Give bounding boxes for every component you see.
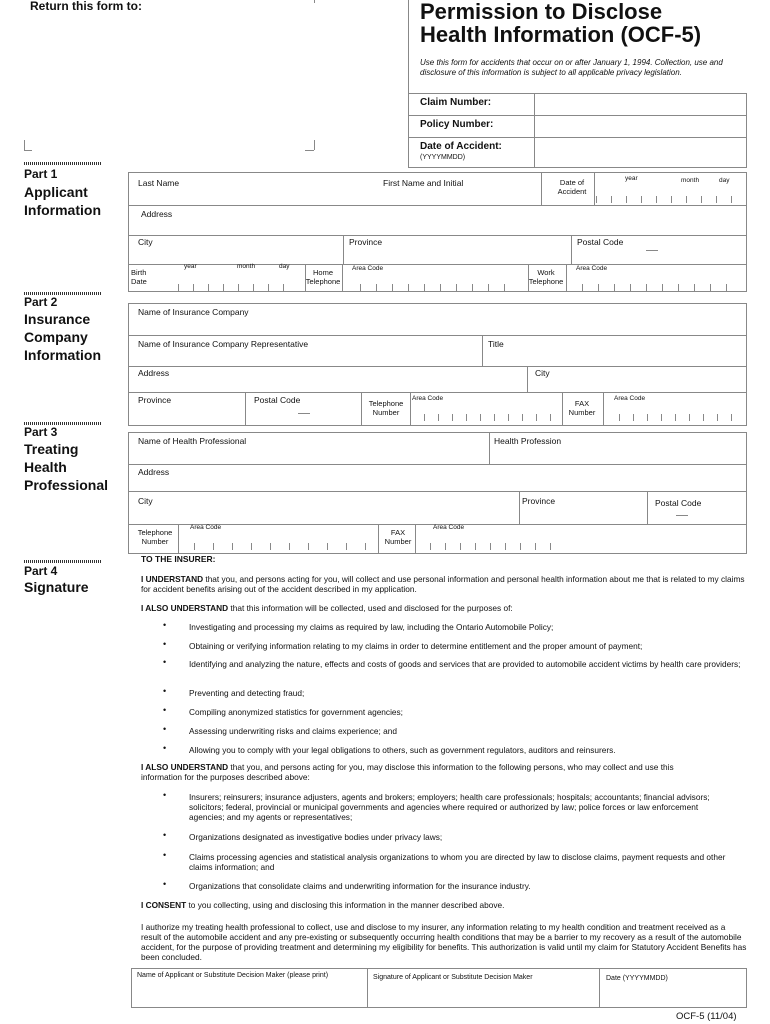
consent-text: to you collecting, using and disclosing this information in the manner described above. — [186, 900, 505, 910]
corner-mark — [305, 150, 314, 151]
consent-bold: I CONSENT — [141, 900, 187, 910]
insurance-fax-area-code-label: Area Code — [614, 395, 646, 402]
policy-number-field[interactable] — [536, 116, 746, 136]
part1-title-line2: Information — [24, 202, 101, 218]
insurance-postal-code-field[interactable] — [246, 405, 358, 423]
understand-paragraph — [141, 574, 747, 594]
person-item: Insurers; reinsurers; insurance adjusters, agents and brokers; employers; health care professionals; hospitals; accountants; financial advisors; solicitors; federal, provincial or municipal governments and agencies where required or authorized by law; police forces or law enforcement agencies; and my agents or representatives; — [189, 792, 710, 822]
applicant-date-of-accident-label: Date of Accident — [557, 178, 587, 196]
signature-date-field[interactable] — [601, 985, 745, 1006]
claim-number-field[interactable] — [536, 95, 746, 115]
bullet: • — [163, 639, 167, 649]
birth-date-field[interactable] — [160, 272, 300, 290]
corner-mark — [24, 140, 25, 150]
rep-title-label: Title — [488, 339, 504, 349]
province-field[interactable] — [345, 247, 565, 261]
insurance-area-code-label: Area Code — [412, 395, 444, 402]
hp-fax-area-code-label: Area Code — [433, 524, 465, 531]
date-format-hint: (YYYYMMDD) — [420, 154, 466, 161]
last-name-label: Last Name — [138, 178, 180, 188]
purpose-item: Preventing and detecting fraud; — [189, 688, 305, 698]
hp-fax-label: FAX Number — [384, 528, 412, 546]
insurance-company-label: Name of Insurance Company — [138, 307, 249, 317]
purpose-item: Assessing underwriting risks and claims experience; and — [189, 726, 397, 736]
person-item: Organizations designated as investigative bodies under privacy laws; — [189, 832, 443, 842]
day-label: day — [719, 177, 730, 184]
date-of-accident-label: Date of Accident: — [420, 141, 502, 152]
part2-title-line3: Information — [24, 347, 101, 363]
insurance-fax-label: FAX Number — [568, 399, 596, 417]
part3-title-line1: Treating — [24, 441, 79, 457]
return-form-label: Return this form to: — [30, 0, 142, 13]
date-of-accident-field[interactable] — [536, 138, 746, 166]
insurance-telephone-field[interactable] — [410, 404, 560, 423]
also-understand-disclose-paragraph — [141, 762, 701, 782]
purpose-item: Obtaining or verifying information relating to my claims in order to determine entitlement and the proper amount of payment; — [189, 641, 643, 651]
person-item: Organizations that consolidate claims and underwriting information for the insurance industry. — [189, 881, 531, 891]
hp-postal-code-label: Postal Code — [655, 498, 702, 508]
work-telephone-label: Work Telephone — [528, 268, 564, 286]
form-intro: Use this form for accidents that occur on or after January 1, 1994. Collection, use and disclosure of this information is subject to all applicable privacy legislation. — [420, 58, 723, 77]
part-separator — [24, 560, 102, 563]
bullet: • — [163, 620, 167, 630]
hp-fax-field[interactable] — [416, 532, 566, 552]
part2-title-line1: Insurance — [24, 311, 91, 327]
applicant-name-print-field[interactable] — [133, 982, 365, 1006]
also-understand-bold: I ALSO UNDERSTAND — [141, 603, 229, 613]
applicant-name-print-label: Name of Applicant or Substitute Decision Maker (please print) — [137, 972, 329, 979]
hp-telephone-field[interactable] — [180, 532, 374, 552]
form-title-line2: Health Information (OCF-5) — [420, 22, 702, 47]
form-title-line1: Permission to Disclose — [420, 0, 663, 24]
year-label: year — [625, 175, 638, 182]
part1-label: Part 1 — [24, 167, 58, 181]
hp-province-label: Province — [522, 496, 556, 506]
bullet: • — [163, 743, 167, 753]
city-field[interactable] — [130, 247, 340, 261]
hp-postal-code-field[interactable] — [648, 508, 742, 522]
insurance-province-label: Province — [138, 395, 172, 405]
part2-label: Part 2 — [24, 295, 58, 309]
bullet: • — [163, 790, 167, 800]
hp-area-code-label: Area Code — [190, 524, 222, 531]
bullet: • — [163, 850, 167, 860]
bullet: • — [163, 705, 167, 715]
bullet: • — [163, 657, 167, 667]
bullet: • — [163, 879, 167, 889]
health-professional-name-field[interactable] — [130, 447, 484, 461]
insurance-province-field[interactable] — [130, 405, 242, 423]
purpose-item: Identifying and analyzing the nature, effects and costs of goods and services that are provided to automobile accident victims by health care providers; — [189, 659, 741, 669]
address-field[interactable] — [130, 218, 740, 232]
part2-title-line2: Company — [24, 329, 88, 345]
bullet: • — [163, 724, 167, 734]
insurance-company-field[interactable] — [130, 318, 740, 332]
work-telephone-field[interactable] — [567, 272, 745, 290]
also-understand-bold: I ALSO UNDERSTAND — [141, 762, 229, 772]
health-professional-name-label: Name of Health Professional — [138, 436, 247, 446]
home-telephone-field[interactable] — [344, 272, 524, 290]
policy-number-label: Policy Number: — [420, 119, 494, 130]
city-label: City — [138, 237, 153, 247]
also-understand-paragraph — [141, 603, 747, 613]
birth-year-label: year — [184, 263, 197, 270]
insurance-address-label: Address — [138, 368, 170, 378]
hp-address-label: Address — [138, 467, 170, 477]
last-name-field[interactable] — [130, 188, 370, 202]
part4-label: Part 4 — [24, 564, 58, 578]
home-telephone-label: Home Telephone — [305, 268, 341, 286]
hp-telephone-label: Telephone Number — [137, 528, 173, 546]
applicant-signature-field[interactable] — [369, 984, 597, 1006]
corner-mark — [314, 0, 315, 3]
also-understand-text: that this information will be collected, used and disclosed for the purposes of: — [228, 603, 513, 613]
insurance-rep-label: Name of Insurance Company Representative — [138, 339, 309, 349]
health-profession-label: Health Profession — [494, 436, 562, 446]
purpose-item: Compiling anonymized statistics for government agencies; — [189, 707, 403, 717]
authorization-paragraph: I authorize my treating health professional to collect, use and disclose to my insurer, any information relating to my health condition and treatment received as a result of the automobile accident and any pre-existing or subsequently occurring health conditions that may be a barrier to my recovery as a result of the automobile accident, for the purpose of providing treatment and determining my eligibility for benefits. This authorization is valid until my claim for Statutory Accident Benefits has been concluded. — [141, 922, 747, 962]
consent-paragraph — [141, 900, 747, 910]
bullet: • — [163, 830, 167, 840]
rep-title-field[interactable] — [484, 350, 742, 364]
insurance-city-label: City — [535, 368, 550, 378]
birth-date-label: Birth Date — [131, 268, 147, 286]
home-area-code-label: Area Code — [352, 265, 384, 272]
part3-title-line3: Professional — [24, 477, 109, 493]
purpose-item: Allowing you to comply with your legal obligations to others, such as government regulators, auditors and reinsurers. — [189, 745, 616, 755]
part4-title: Signature — [24, 579, 89, 595]
month-label: month — [681, 177, 700, 184]
hp-address-field[interactable] — [130, 477, 740, 489]
also-understand-disclose-text: that you, and persons acting for you, may disclose this information to the following persons, who may collect and use this information for the purposes described above: — [141, 762, 674, 782]
hp-province-field[interactable] — [520, 506, 644, 522]
first-name-field[interactable] — [380, 188, 538, 202]
province-label: Province — [349, 237, 383, 247]
corner-mark — [314, 140, 315, 150]
insurance-city-field[interactable] — [530, 378, 742, 390]
insurance-postal-code-label: Postal Code — [254, 395, 301, 405]
health-profession-field[interactable] — [490, 447, 742, 461]
part3-label: Part 3 — [24, 425, 58, 439]
form-id: OCF-5 (11/04) — [676, 1011, 737, 1022]
to-insurer-heading: TO THE INSURER: — [141, 554, 216, 564]
insurance-telephone-label: Telephone Number — [368, 399, 404, 417]
birth-month-label: month — [237, 263, 256, 270]
person-item: Claims processing agencies and statistical analysis organizations to whom you are directed by law to disclose claims, payment requests and other claims information; and — [189, 852, 726, 872]
corner-mark — [24, 150, 32, 151]
applicant-signature-label: Signature of Applicant or Substitute Decision Maker — [373, 974, 533, 981]
understand-text: that you, and persons acting for you, will collect and use personal information and personal health information about me that is related to my claims for accident benefits arising out of the accident described in my application. — [141, 574, 745, 594]
part-separator — [24, 162, 102, 165]
purpose-item: Investigating and processing my claims as required by law, including the Ontario Automobile Policy; — [189, 622, 554, 632]
first-name-label: First Name and Initial — [383, 178, 464, 188]
hp-city-label: City — [138, 496, 153, 506]
insurance-rep-field[interactable] — [130, 350, 478, 364]
part1-title-line1: Applicant — [24, 184, 88, 200]
postal-code-label: Postal Code — [577, 237, 624, 247]
address-label: Address — [141, 209, 173, 219]
insurance-address-field[interactable] — [130, 378, 524, 390]
birth-day-label: day — [279, 263, 290, 270]
insurance-fax-field[interactable] — [604, 404, 744, 423]
signature-date-label: Date (YYYYMMDD) — [606, 975, 668, 982]
part3-title-line2: Health — [24, 459, 67, 475]
bullet: • — [163, 686, 167, 696]
hp-city-field[interactable] — [130, 506, 514, 522]
claim-number-label: Claim Number: — [420, 97, 492, 108]
understand-bold: I UNDERSTAND — [141, 574, 204, 584]
work-area-code-label: Area Code — [576, 265, 608, 272]
